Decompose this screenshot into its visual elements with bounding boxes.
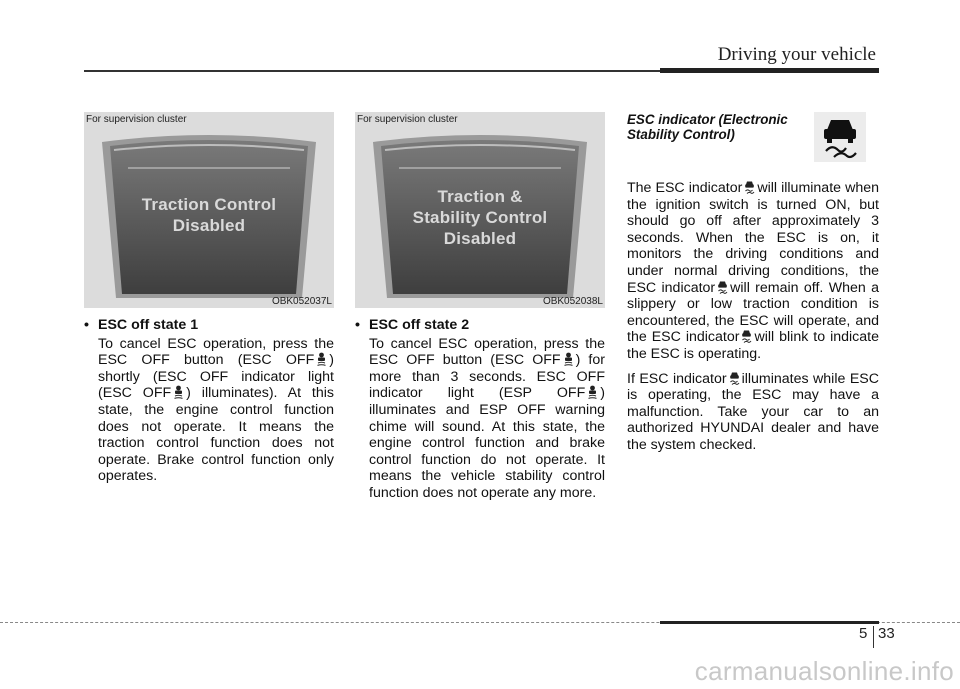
screen-line: Stability Control — [412, 208, 548, 227]
section-body: If ESC indicator illuminates while ESC is operating, the ESC may have a malfunction. Take your car to an authorized HYUNDAI dealer and have the system checked. — [627, 370, 879, 453]
screen-message — [395, 186, 565, 249]
figure-caption: For supervision cluster — [357, 114, 458, 125]
figure-traction-control-disabled — [84, 112, 334, 308]
esc-indicator-small-icon — [741, 329, 752, 343]
esc-off-icon — [173, 385, 184, 399]
footer-rule-accent — [660, 621, 879, 624]
figure-caption: For supervision cluster — [86, 114, 187, 125]
screen-message — [124, 194, 294, 236]
watermark: carmanualsonline.info — [694, 656, 954, 686]
esc-off-state-2-section — [355, 317, 605, 502]
page-header-title: Driving your vehicle — [717, 44, 876, 65]
screen-line: Traction & — [437, 187, 523, 206]
esc-indicator-small-icon — [744, 180, 755, 194]
figure-traction-stability-disabled — [355, 112, 605, 308]
footer-divider — [873, 626, 874, 648]
screen-line: Disabled — [172, 216, 246, 235]
header-rule-accent — [660, 68, 879, 73]
figure-code: OBK052037L — [271, 296, 332, 307]
esc-off-state-1-section — [84, 317, 334, 485]
page-number: 33 — [878, 625, 895, 642]
esc-off-icon — [316, 352, 327, 366]
esc-off-icon — [587, 385, 598, 399]
screen-line: Disabled — [443, 229, 517, 248]
esc-indicator-small-icon — [717, 280, 728, 294]
section-heading: ESC indicator (Electronic Stability Control) — [627, 112, 788, 142]
esc-indicator-section — [627, 112, 879, 462]
section-body: To cancel ESC operation, press the ESC OFF button (ESC OFF ) shortly (ESC OFF indicator light (ESC OFF ) illuminates). At this state, the engine control function does not operate. It means the traction control function does not operate. Brake control function only operates. — [98, 335, 334, 485]
section-heading: • ESC off state 1 — [84, 317, 199, 333]
section-body: To cancel ESC operation, press the ESC OFF button (ESC OFF ) for more than 3 seconds. ESC OFF indicator light (ESP OFF ) illuminates and ESP OFF warning chime will sound. At this state, the engine control function and brake control function do not operate. It means the vehicle stability control function does not operate any more. — [369, 335, 605, 501]
screen-line: Traction Control — [141, 195, 277, 214]
esc-indicator-small-icon — [729, 371, 740, 385]
section-number: 5 — [859, 625, 868, 642]
figure-code: OBK052038L — [542, 296, 603, 307]
section-heading: • ESC off state 2 — [355, 317, 470, 333]
esc-off-icon — [563, 352, 574, 366]
section-body: The ESC indicator will illuminate when the ignition switch is turned ON, but should go off after approximately 3 seconds. When the ESC is on, it monitors the driving conditions and under normal driving conditions, the ESC indicator will remain off. When a slippery or low traction condition is encountered, the ESC will operate, and the ESC indicator will blink to indicate the ESC is operating. — [627, 180, 879, 362]
